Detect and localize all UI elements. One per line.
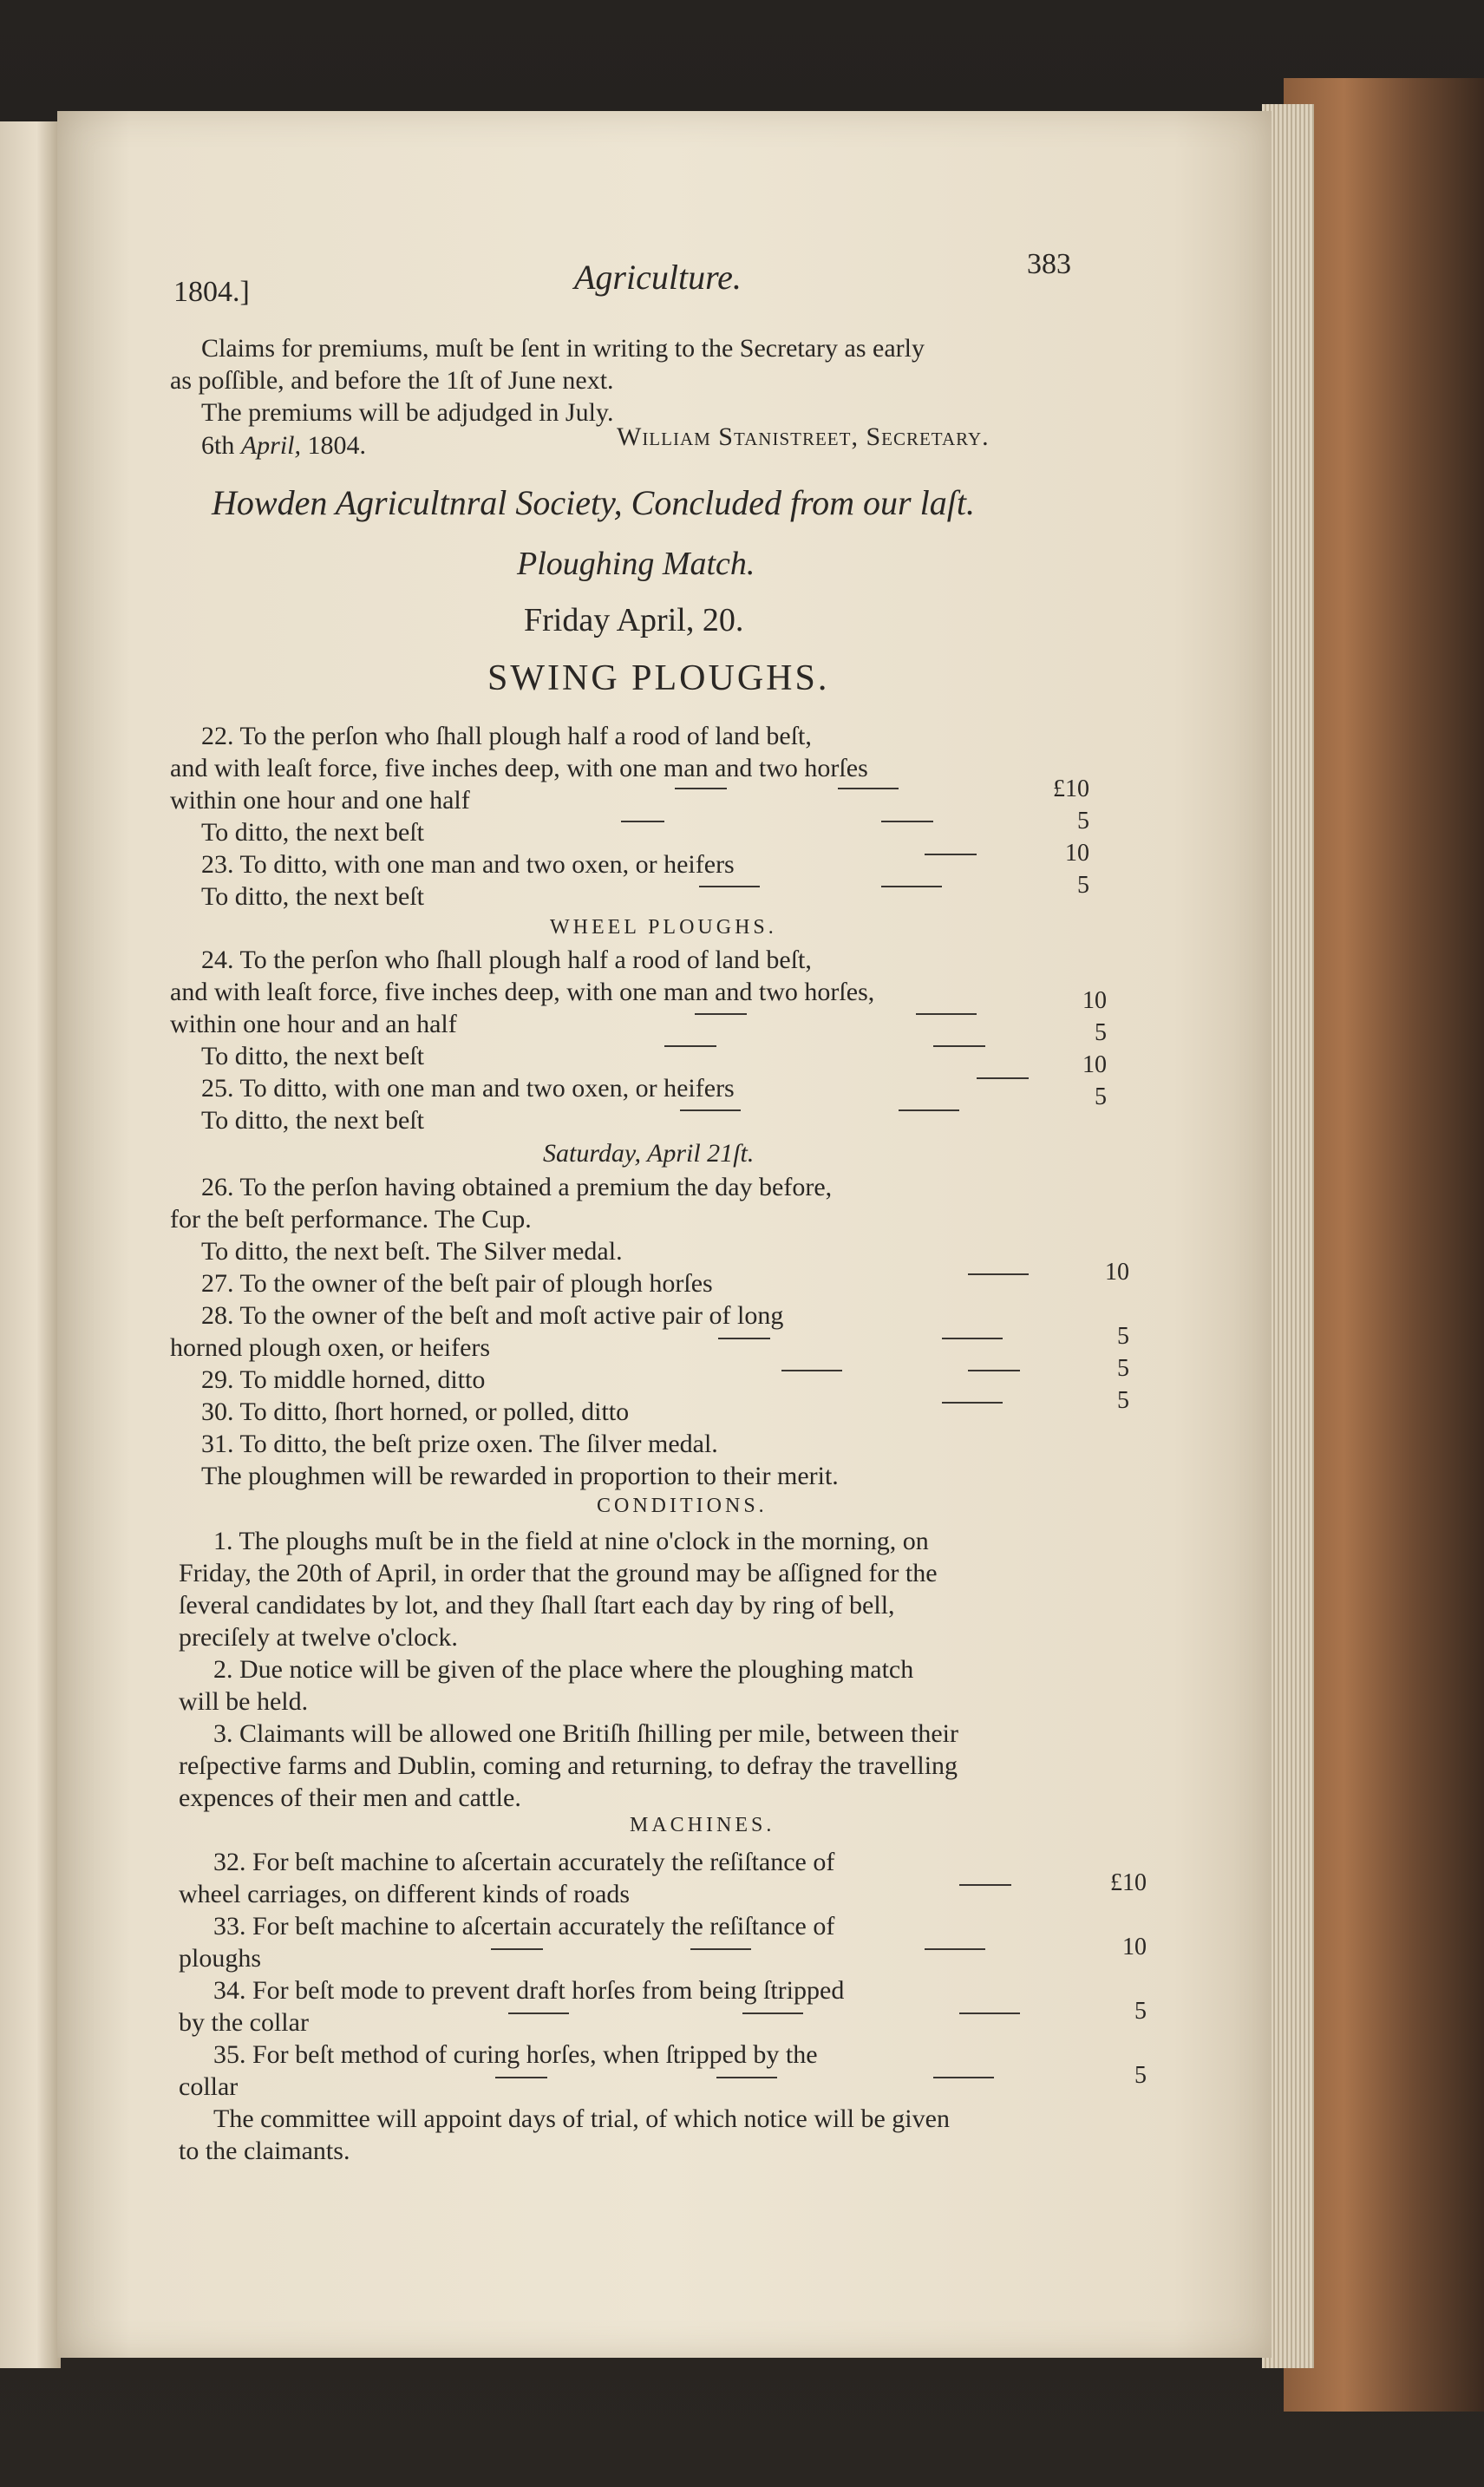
machines-amount-32: £10 [1110, 1869, 1147, 1896]
saturday-heading: Saturday, April 21ſt. [543, 1139, 755, 1168]
machines-line-6: by the collar [179, 2008, 309, 2037]
saturday-line-6: horned plough oxen, or heifers [170, 1333, 491, 1362]
book-page [57, 111, 1272, 2358]
leader-dash [881, 821, 933, 822]
conditions-line-3: ſeveral candidates by lot, and they ſhall ſtart each day by ring of bell, [179, 1591, 895, 1620]
swing-amount-1: £10 [1053, 776, 1089, 802]
leader-dash [925, 1948, 985, 1950]
swing-line-2: and with leaſt force, five inches deep, with one man and two horſes [170, 754, 868, 782]
leader-dash [899, 1109, 959, 1111]
saturday-line-3: To ditto, the next beſt. The Silver medal. [201, 1237, 623, 1266]
machines-line-4: ploughs [179, 1944, 262, 1973]
machines-amount-33: 10 [1122, 1934, 1147, 1960]
swing-line-3: within one hour and one half [170, 786, 470, 815]
leader-dash [925, 854, 977, 855]
conditions-line-7: 3. Claimants will be allowed one Britiſh ſhilling per mile, between their [213, 1719, 958, 1748]
conditions-line-5: 2. Due notice will be given of the place where the ploughing match [213, 1655, 914, 1684]
conditions-line-6: will be held. [179, 1687, 309, 1716]
page-number: 383 [1027, 248, 1071, 280]
saturday-line-5: 28. To the owner of the beſt and moſt active pair of long [201, 1301, 784, 1330]
wheel-line-6: To ditto, the next beſt [201, 1106, 425, 1135]
date-year: 1804. [307, 431, 367, 460]
saturday-line-1: 26. To the perſon having obtained a premium the day before, [201, 1173, 833, 1201]
wheel-line-2: and with leaſt force, five inches deep, with one man and two horſes, [170, 978, 875, 1006]
swing-line-5: 23. To ditto, with one man and two oxen, or heifers [201, 850, 735, 879]
saturday-line-7: 29. To middle horned, ditto [201, 1365, 486, 1394]
leader-dash [838, 788, 899, 789]
saturday-line-4: 27. To the owner of the beſt pair of plough horſes [201, 1269, 713, 1298]
date-day: 6th [201, 431, 235, 460]
leader-dash [977, 1077, 1029, 1079]
left-page-edge [0, 121, 61, 2368]
leader-dash [695, 1013, 747, 1015]
leader-dash [959, 1884, 1011, 1886]
leader-dash [664, 1045, 716, 1047]
leader-dash [933, 2077, 994, 2078]
conditions-heading: CONDITIONS. [597, 1495, 768, 1517]
machines-heading: MACHINES. [630, 1814, 775, 1836]
leader-dash [491, 1948, 543, 1950]
swing-line-1: 22. To the perſon who ſhall plough half a rood of land beſt, [201, 722, 812, 750]
leader-dash [968, 1273, 1029, 1275]
leader-dash [968, 1370, 1020, 1371]
match-heading: Ploughing Match. [517, 546, 755, 582]
leader-dash [508, 2013, 569, 2014]
machines-amount-34: 5 [1134, 1998, 1147, 2025]
friday-heading: Friday April, 20. [524, 602, 744, 638]
leader-dash [680, 1109, 741, 1111]
wheel-amount-2: 5 [1095, 1019, 1107, 1046]
date-month: April, [240, 431, 302, 460]
wheel-line-4: To ditto, the next beſt [201, 1042, 425, 1070]
leader-dash [699, 886, 760, 887]
intro-line-3: The premiums will be adjudged in July. [201, 398, 614, 427]
wheel-ploughs-heading: WHEEL PLOUGHS. [550, 916, 777, 939]
machines-line-5: 34. For beſt mode to prevent draft horſes from being ſtripped [213, 1976, 845, 2005]
signatory: William Stanistreet, Secretary. [617, 422, 990, 451]
society-heading: Howden Agricultnral Society, Concluded from our laſt. [212, 483, 975, 522]
saturday-line-9: 31. To ditto, the beſt prize oxen. The ſilver medal. [201, 1430, 718, 1458]
leader-dash [742, 2013, 803, 2014]
wheel-line-5: 25. To ditto, with one man and two oxen, or heifers [201, 1074, 735, 1103]
conditions-line-2: Friday, the 20th of April, in order that the ground may be aſſigned for the [179, 1559, 938, 1587]
conditions-line-4: preciſely at twelve o'clock. [179, 1623, 458, 1652]
saturday-amount-29: 5 [1117, 1355, 1129, 1382]
swing-amount-4: 5 [1077, 872, 1089, 899]
leader-dash [675, 788, 727, 789]
saturday-line-2: for the beſt performance. The Cup. [170, 1205, 532, 1234]
leader-dash [881, 886, 942, 887]
conditions-line-9: expences of their men and cattle. [179, 1783, 521, 1812]
leader-dash [942, 1402, 1003, 1404]
leader-dash [690, 1948, 751, 1950]
saturday-amount-27: 10 [1105, 1259, 1129, 1286]
intro-line-2: as poſſible, and before the 1ſt of June next. [170, 366, 614, 395]
leader-dash [621, 821, 664, 822]
leader-dash [959, 2013, 1020, 2014]
swing-ploughs-heading: SWING PLOUGHS. [487, 658, 830, 698]
swing-line-6: To ditto, the next beſt [201, 882, 425, 911]
machines-line-1: 32. For beſt machine to aſcertain accurately the reſiſtance of [213, 1848, 835, 1876]
wheel-amount-1: 10 [1082, 987, 1107, 1014]
machines-line-9: The committee will appoint days of trial, of which notice will be given [213, 2104, 950, 2133]
leader-dash [942, 1338, 1003, 1339]
leader-dash [933, 1045, 985, 1047]
wheel-amount-4: 5 [1095, 1083, 1107, 1110]
leader-dash [718, 1338, 770, 1339]
wheel-amount-3: 10 [1082, 1051, 1107, 1078]
dateline [201, 429, 366, 461]
machines-line-2: wheel carriages, on different kinds of roads [179, 1880, 631, 1908]
leader-dash [916, 1013, 977, 1015]
saturday-amount-30: 5 [1117, 1387, 1129, 1414]
leader-dash [781, 1370, 842, 1371]
swing-amount-3: 10 [1065, 840, 1089, 867]
header-year: 1804.] [173, 276, 250, 308]
conditions-line-1: 1. The ploughs muſt be in the field at nine o'clock in the morning, on [213, 1527, 929, 1555]
conditions-line-8: reſpective farms and Dublin, coming and returning, to defray the travelling [179, 1751, 958, 1780]
machines-line-3: 33. For beſt machine to aſcertain accurately the reſiſtance of [213, 1912, 835, 1941]
machines-line-7: 35. For beſt method of curing horſes, when ſtripped by the [213, 2040, 818, 2069]
header-title: Agriculture. [574, 258, 742, 297]
machines-line-8: collar [179, 2072, 239, 2101]
saturday-line-10: The ploughmen will be rewarded in proportion to their merit. [201, 1462, 839, 1490]
leader-dash [716, 2077, 777, 2078]
leader-dash [495, 2077, 547, 2078]
machines-line-10: to the claimants. [179, 2137, 350, 2165]
saturday-line-8: 30. To ditto, ſhort horned, or polled, ditto [201, 1397, 630, 1426]
wheel-line-1: 24. To the perſon who ſhall plough half a rood of land beſt, [201, 946, 812, 974]
wheel-line-3: within one hour and an half [170, 1010, 457, 1038]
swing-amount-2: 5 [1077, 808, 1089, 834]
saturday-amount-28: 5 [1117, 1323, 1129, 1350]
intro-line-1: Claims for premiums, muſt be ſent in writing to the Secretary as early [201, 334, 925, 363]
swing-line-4: To ditto, the next beſt [201, 818, 425, 847]
machines-amount-35: 5 [1134, 2062, 1147, 2089]
